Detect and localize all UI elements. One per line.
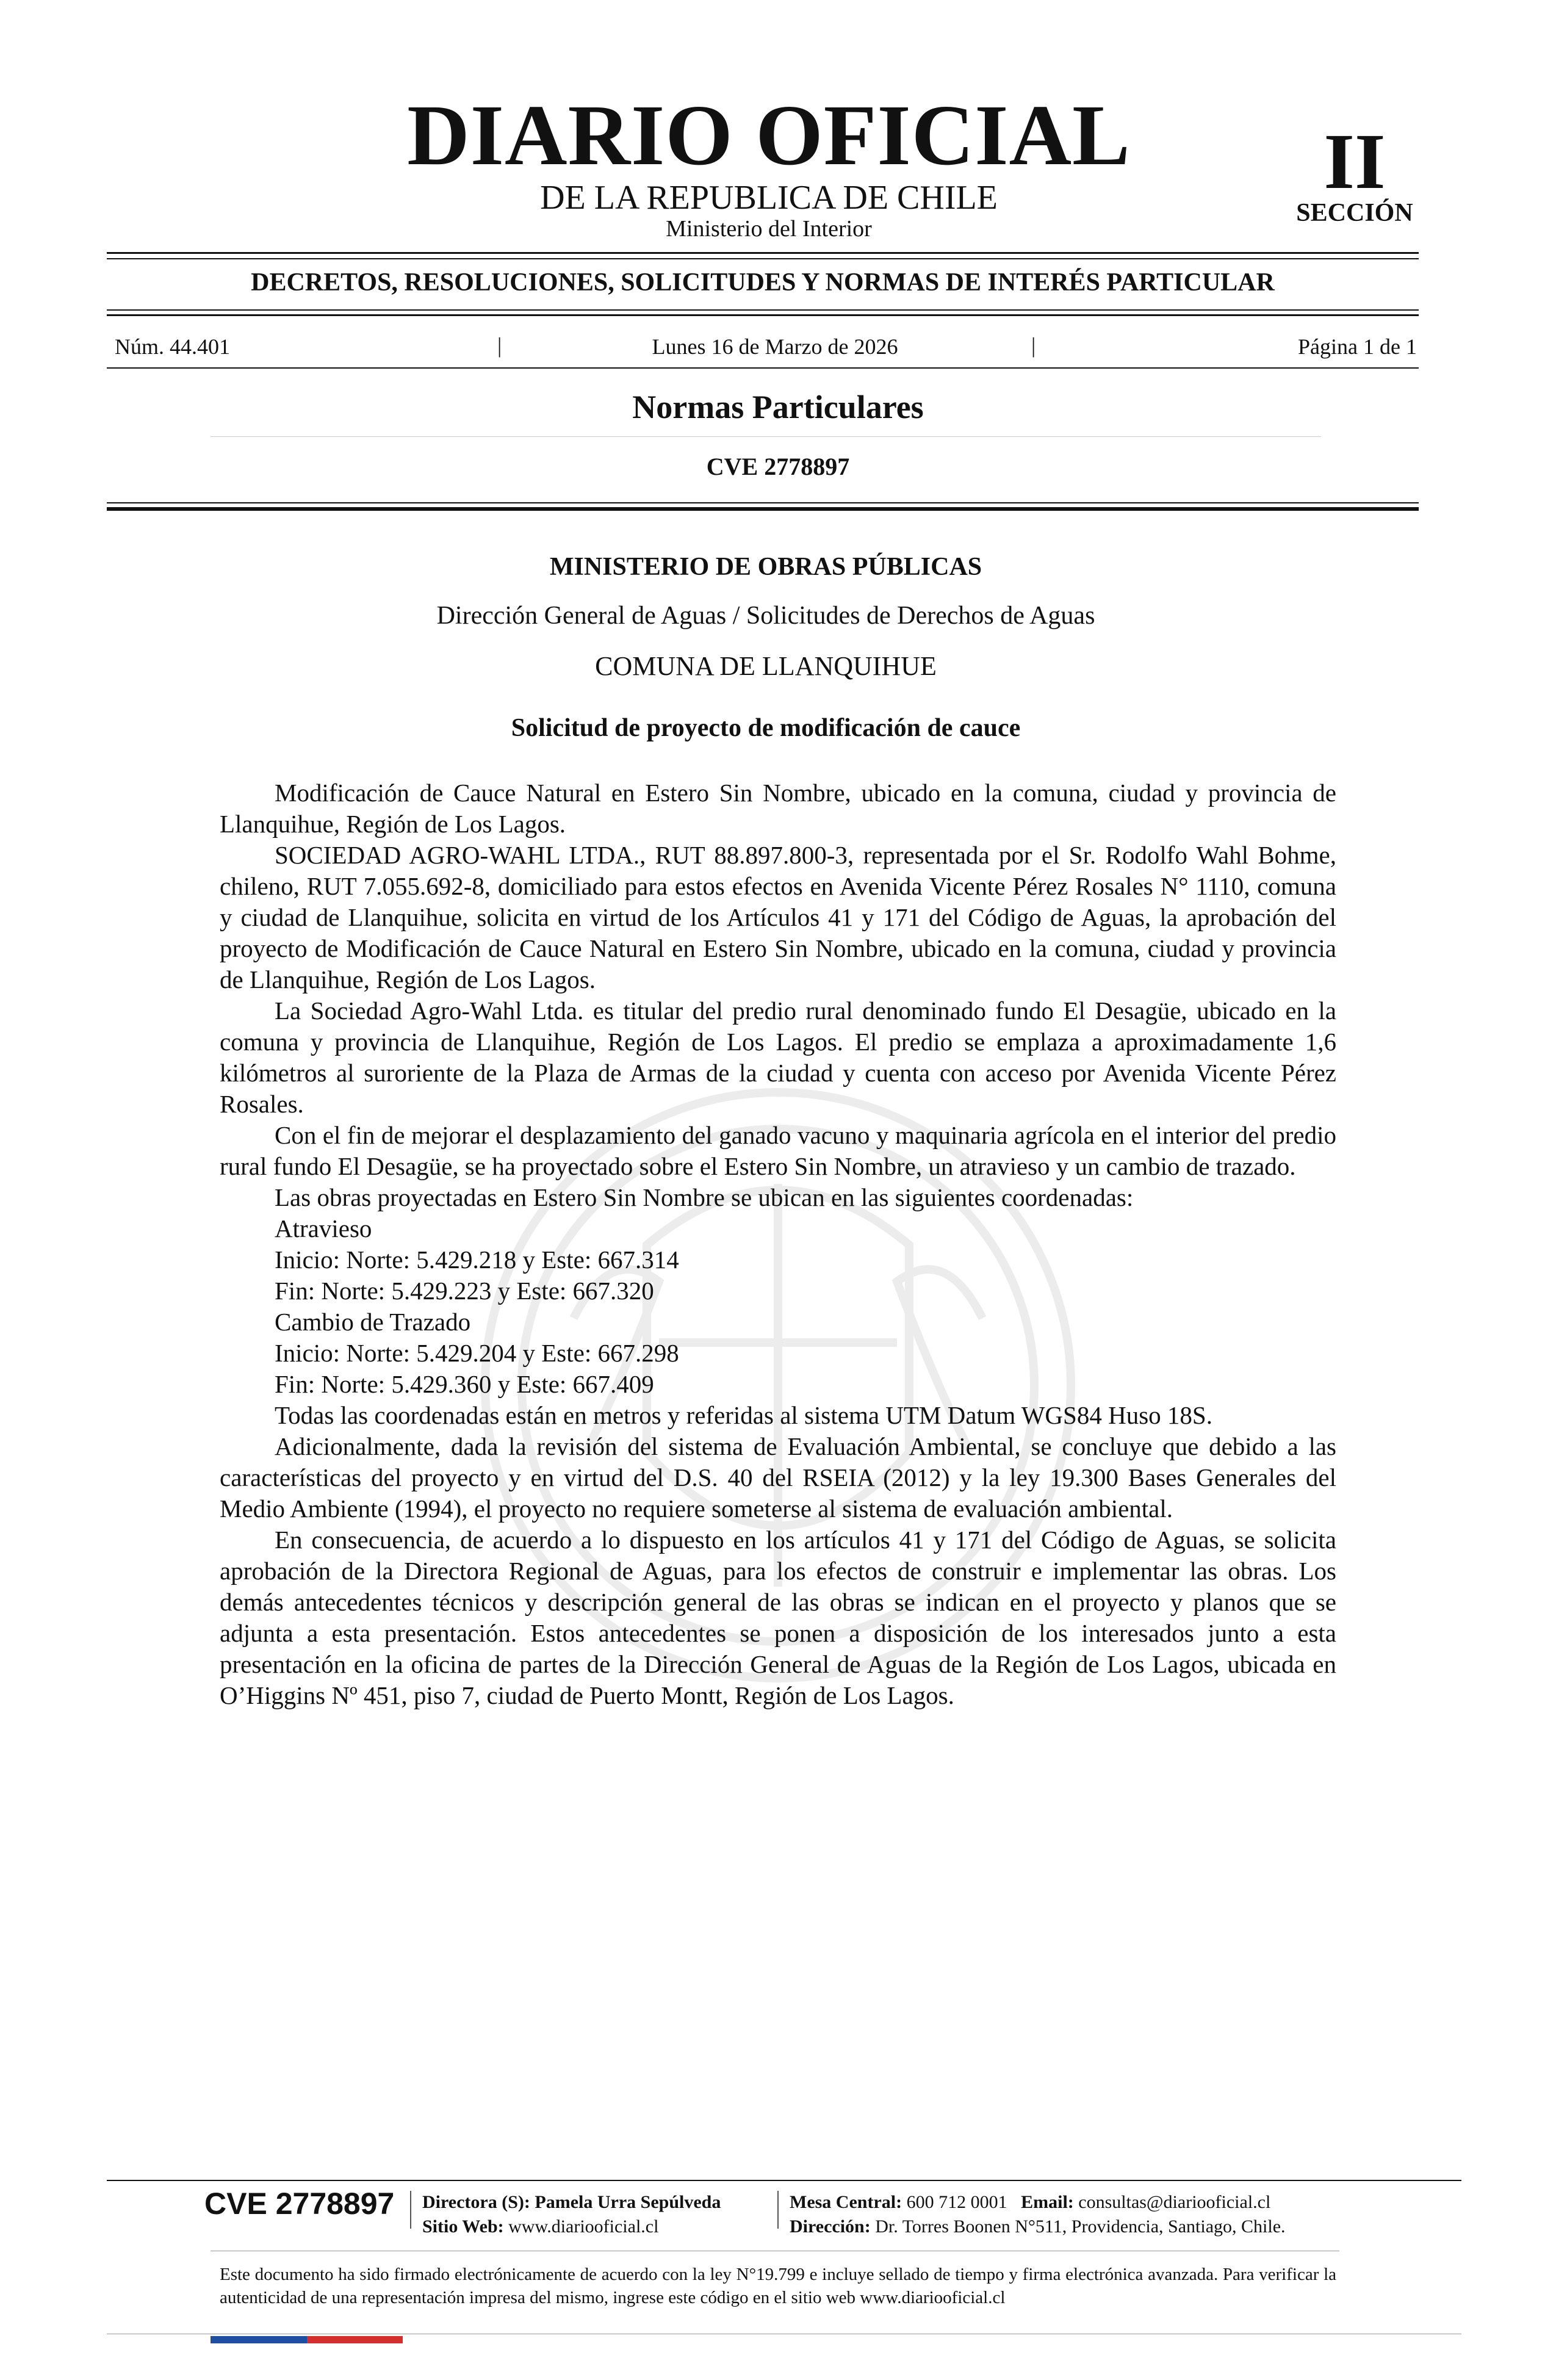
header-rule-thick xyxy=(107,507,1419,511)
ministry-label: Ministerio del Interior xyxy=(666,216,872,242)
masthead-rule-top xyxy=(107,252,1419,254)
comuna-heading: COMUNA DE LLANQUIHUE xyxy=(595,651,937,681)
footer-rule-top xyxy=(107,2180,1461,2181)
footer-address: Dirección: Dr. Torres Boonen N°511, Providencia, Santiago, Chile. xyxy=(790,2216,1286,2237)
section-label: SECCIÓN xyxy=(1296,199,1413,227)
coordinate-group-heading: Cambio de Trazado xyxy=(275,1308,471,1336)
meta-rule xyxy=(107,367,1419,369)
body-paragraph: SOCIEDAD AGRO-WAHL LTDA., RUT 88.897.800-3, representada por el Sr. Rodolfo Wahl Bohme, chileno, RUT 7.055.692-8, domiciliado para estos efectos en Avenida Vicente Pérez Rosales N° 1110, comuna y ciudad de Llanquihue, solicita en virtud de los Artículos 41 y 171 del Código de Aguas, la aprobación del proyecto de Modificación de Cauce Natural en Estero Sin Nombre, ubicado en la comuna, ciudad y provincia de Llanquihue, Región de Los Lagos. xyxy=(220,841,1336,993)
page-indicator: Página 1 de 1 xyxy=(1298,334,1417,359)
footer-director: Directora (S): Pamela Urra Sepúlveda xyxy=(422,2192,721,2212)
banner-rule-bottom xyxy=(107,314,1419,316)
email-link[interactable]: consultas@diariooficial.cl xyxy=(1078,2192,1271,2212)
document-title: Solicitud de proyecto de modificación de cauce xyxy=(511,714,1021,742)
footer-separator xyxy=(777,2191,779,2229)
website-link[interactable]: www.diariooficial.cl xyxy=(508,2216,659,2237)
flag-stripe-red xyxy=(307,2336,403,2343)
masthead-rule-second xyxy=(107,258,1419,259)
footer-separator xyxy=(410,2191,411,2229)
body-paragraph: Las obras proyectadas en Estero Sin Nombre se ubican en las siguientes coordenadas: xyxy=(275,1183,1134,1211)
organization-heading: MINISTERIO DE OBRAS PÚBLICAS xyxy=(549,553,982,581)
document-body xyxy=(220,777,1336,1711)
banner-rule-top xyxy=(107,309,1419,311)
meta-separator: | xyxy=(1031,333,1036,358)
footer-phone-email: Mesa Central: 600 712 0001 Email: consultas@diariooficial.cl xyxy=(790,2192,1271,2212)
body-paragraph: Con el fin de mejorar el desplazamiento del ganado vacuno y maquinaria agrícola en el interior del predio rural fundo El Desagüe, se ha proyectado sobre el Estero Sin Nombre, un atravieso y un cambio de trazado. xyxy=(220,1121,1336,1180)
newspaper-title: DIARIO OFICIAL xyxy=(407,87,1131,183)
body-paragraph: Todas las coordenadas están en metros y referidas al sistema UTM Datum WGS84 Huso 18S. xyxy=(275,1401,1212,1429)
banner-heading: DECRETOS, RESOLUCIONES, SOLICITUDES Y NORMAS DE INTERÉS PARTICULAR xyxy=(251,269,1275,297)
body-paragraph: En consecuencia, de acuerdo a lo dispuesto en los artículos 41 y 171 del Código de Aguas, se solicita aprobación de la Directora Regional de Aguas, para los efectos de construir e implementar las obras. Los demás antecedentes técnicos y descripción general de las obras se indican en el proyecto y planos que se adjunta a esta presentación. Estos antecedentes se ponen a disposición de los interesados junto a esta presentación en la oficina de partes de la Dirección General de Aguas de la Región de Los Lagos, ubicada en O’Higgins Nº 451, piso 7, ciudad de Puerto Montt, Región de Los Lagos. xyxy=(220,1526,1336,1709)
section-title: Normas Particulares xyxy=(632,389,924,425)
footer-cve-code: CVE 2778897 xyxy=(204,2187,395,2221)
header-rule-thin xyxy=(107,502,1419,503)
section-number: II xyxy=(1324,118,1386,206)
section-title-rule xyxy=(211,436,1321,437)
body-paragraph: La Sociedad Agro-Wahl Ltda. es titular del predio rural denominado fundo El Desagüe, ubicado en la comuna y provincia de Llanquihue, Región de Los Lagos. El predio se emplaza a aproximadamente 1,6 kilómetros al suroriente de la Plaza de Armas de la ciudad y cuenta con acceso por Avenida Vicente Pérez Rosales. xyxy=(220,997,1336,1118)
body-paragraph: Modificación de Cauce Natural en Estero Sin Nombre, ubicado en la comuna, ciudad y provincia de Llanquihue, Región de Los Lagos. xyxy=(220,779,1336,838)
coordinate-line: Fin: Norte: 5.429.223 y Este: 667.320 xyxy=(275,1277,654,1305)
coordinate-line: Fin: Norte: 5.429.360 y Este: 667.409 xyxy=(275,1370,654,1398)
newspaper-subtitle: DE LA REPUBLICA DE CHILE xyxy=(540,179,998,217)
department-heading: Dirección General de Aguas / Solicitudes de Derechos de Aguas xyxy=(436,602,1095,630)
issue-number: Núm. 44.401 xyxy=(115,334,230,359)
cve-code: CVE 2778897 xyxy=(706,453,850,480)
coordinate-line: Inicio: Norte: 5.429.204 y Este: 667.298 xyxy=(275,1339,679,1367)
coordinate-line: Inicio: Norte: 5.429.218 y Este: 667.314 xyxy=(275,1246,679,1274)
coordinate-group-heading: Atravieso xyxy=(275,1214,372,1242)
legal-note: Este documento ha sido firmado electrónicamente de acuerdo con la ley N°19.799 e incluye sellado de tiempo y firma electrónica avanzada. Para verificar la autenticidad de una representación impresa del mismo, ingrese este código en el sitio web www.diariooficial.cl xyxy=(220,2265,1336,2307)
meta-separator: | xyxy=(497,333,502,358)
body-paragraph: Adicionalmente, dada la revisión del sistema de Evaluación Ambiental, se concluye que debido a las características del proyecto y en virtud del D.S. 40 del RSEIA (2012) y la ley 19.300 Bases Generales del Medio Ambiente (1994), el proyecto no requiere someterse al sistema de evaluación ambiental. xyxy=(220,1432,1336,1523)
flag-stripe-blue xyxy=(211,2336,307,2343)
footer-website: Sitio Web: www.diariooficial.cl xyxy=(422,2216,659,2237)
issue-date: Lunes 16 de Marzo de 2026 xyxy=(652,334,898,359)
